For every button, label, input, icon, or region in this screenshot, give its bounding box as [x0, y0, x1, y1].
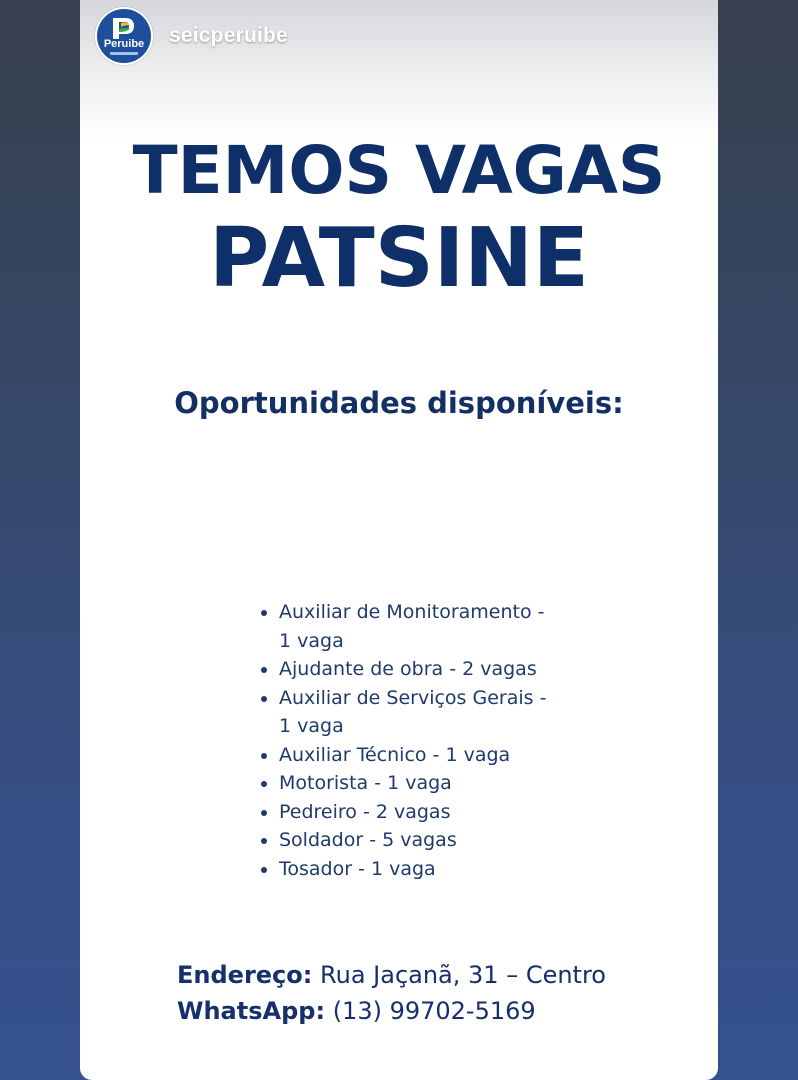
bullet-dot-icon: [261, 867, 267, 873]
bullet-dot-icon: [261, 610, 267, 616]
opportunities-subtitle: Oportunidades disponíveis:: [174, 386, 624, 420]
story-card: [80, 0, 718, 1080]
list-item: [261, 826, 561, 855]
profile-username[interactable]: seicperuibe: [169, 24, 288, 47]
whatsapp-label: WhatsApp:: [177, 997, 326, 1025]
list-item: [261, 855, 561, 884]
whatsapp-line: [177, 997, 536, 1025]
headline-line-1: TEMOS VAGAS: [132, 132, 666, 209]
list-item: [261, 769, 561, 798]
list-item: [261, 684, 561, 741]
list-item: [261, 598, 561, 655]
list-item: [261, 655, 561, 684]
bullet-dot-icon: [261, 696, 267, 702]
address-label: Endereço:: [177, 961, 313, 989]
vacancy-text: Soldador - 5 vagas: [279, 829, 457, 851]
vacancy-text: Tosador - 1 vaga: [279, 857, 436, 880]
avatar-logo-text: Peruibe: [103, 38, 145, 50]
vacancy-text: Auxiliar de Monitoramento - 1 vaga: [279, 601, 545, 652]
bullet-dot-icon: [261, 838, 267, 844]
list-item: [261, 798, 561, 827]
list-item: [261, 741, 561, 770]
vacancy-list: [261, 598, 561, 883]
bullet-dot-icon: [261, 667, 267, 673]
bullet-dot-icon: [261, 781, 267, 787]
vacancy-text: Pedreiro - 2 vagas: [279, 800, 451, 823]
vacancy-text: Auxiliar de Serviços Gerais - 1 vaga: [279, 686, 547, 737]
story-header: [95, 7, 288, 65]
vacancy-text: Motorista - 1 vaga: [279, 772, 452, 794]
profile-avatar[interactable]: [95, 7, 153, 65]
whatsapp-number: (13) 99702-5169: [332, 997, 536, 1025]
vacancy-text: Ajudante de obra - 2 vagas: [279, 658, 537, 680]
bullet-dot-icon: [261, 810, 267, 816]
address-line: [177, 961, 606, 989]
address-value: Rua Jaçanã, 31 – Centro: [320, 961, 606, 989]
peruibe-logo-icon: [96, 8, 152, 64]
headline-line-2: PATSINE: [209, 211, 589, 306]
bullet-dot-icon: [261, 753, 267, 759]
vacancy-text: Auxiliar Técnico - 1 vaga: [279, 743, 511, 766]
